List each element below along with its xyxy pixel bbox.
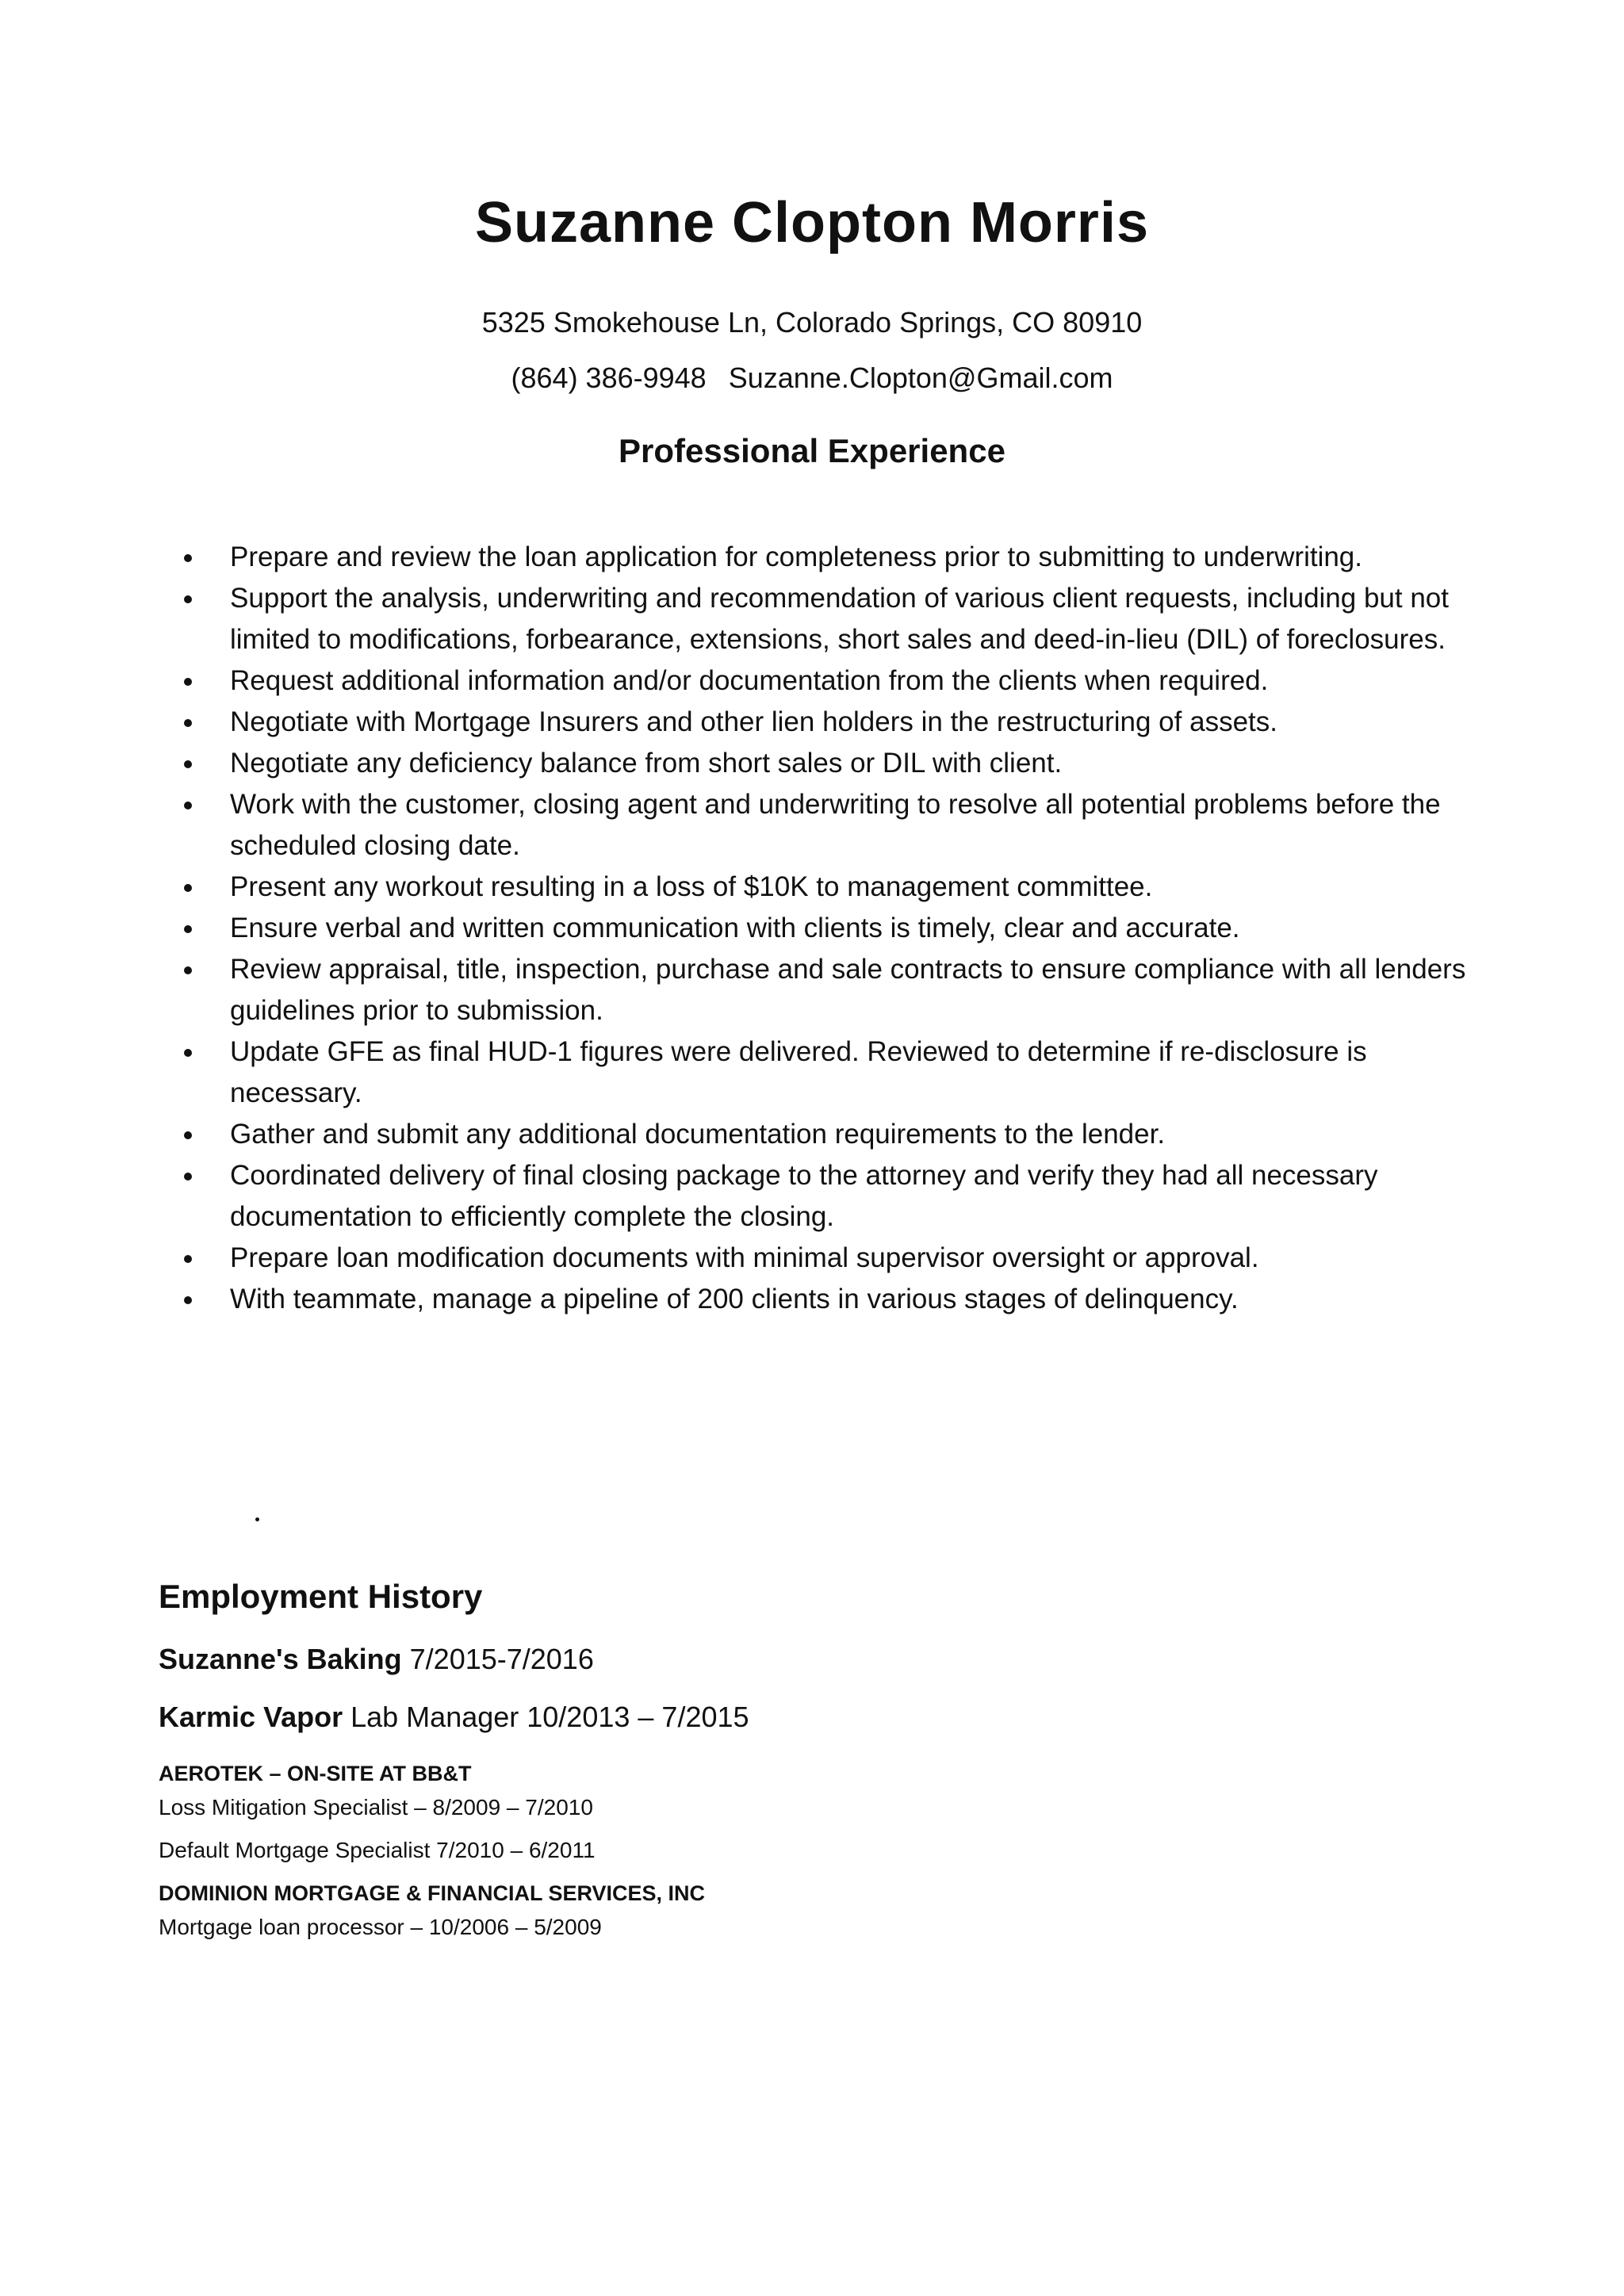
address: 5325 Smokehouse Ln, Colorado Springs, CO 80910	[481, 306, 1143, 339]
list-item	[159, 1238, 1491, 1279]
list-item-text: Negotiate any deficiency balance from short sales or DIL with client.	[230, 748, 1063, 779]
list-item-text: Ensure verbal and written communication with clients is timely, clear and accurate.	[230, 913, 1240, 943]
list-item-text: Gather and submit any additional documentation requirements to the lender.	[230, 1119, 1166, 1150]
employment-heading: Employment History	[159, 1578, 483, 1615]
list-item	[159, 1114, 1491, 1155]
employer-heading-aerotek: AEROTEK – ON-SITE AT BB&T	[159, 1762, 472, 1785]
bullet-icon	[184, 1131, 192, 1139]
bullet-icon	[184, 595, 192, 603]
bullet-icon	[184, 1296, 192, 1304]
list-item-text: Negotiate with Mortgage Insurers and other lien holders in the restructuring of assets.	[230, 706, 1277, 737]
bullet-icon	[184, 760, 192, 768]
list-item-text: Coordinated delivery of final closing package to the attorney and verify they had all necessary documentation to efficiently complete the closing.	[230, 1160, 1378, 1232]
list-item	[159, 1279, 1491, 1320]
list-item	[159, 660, 1491, 702]
list-item-text: Prepare loan modification documents with minimal supervisor oversight or approval.	[230, 1242, 1259, 1273]
list-item	[159, 743, 1491, 784]
list-item	[159, 867, 1491, 908]
bullet-icon	[184, 884, 192, 892]
list-item-text: Present any workout resulting in a loss of $10K to management committee.	[230, 871, 1153, 902]
email-address: Suzanne.Clopton@Gmail.com	[728, 362, 1113, 394]
list-item	[159, 908, 1491, 949]
phone-number: (864) 386-9948	[511, 362, 707, 394]
list-item-text: Work with the customer, closing agent and underwriting to resolve all potential problems before the scheduled closing date.	[230, 789, 1441, 861]
list-item	[159, 537, 1491, 578]
bullet-icon	[184, 678, 192, 686]
list-item-text: With teammate, manage a pipeline of 200 clients in various stages of delinquency.	[230, 1284, 1239, 1314]
bullet-icon	[184, 1049, 192, 1057]
list-item-text: Update GFE as final HUD-1 figures were delivered. Reviewed to determine if re-disclosure is necessary.	[230, 1036, 1367, 1108]
bullet-icon	[184, 966, 192, 974]
experience-heading: Professional Experience	[619, 432, 1005, 469]
list-item-text: Request additional information and/or documentation from the clients when required.	[230, 665, 1269, 696]
list-item-text: Support the analysis, underwriting and recommendation of various client requests, including but not limited to modifications, forbearance, extensions, short sales and deed-in-lieu (DIL) of foreclosures.	[230, 583, 1449, 655]
bullet-icon	[184, 925, 192, 933]
employer-heading-dominion: DOMINION MORTGAGE & FINANCIAL SERVICES, INC	[159, 1881, 706, 1905]
bullet-icon	[184, 802, 192, 809]
company-name: Suzanne's Baking	[159, 1643, 402, 1675]
list-item	[159, 1031, 1491, 1114]
stray-dot-mark	[255, 1517, 259, 1521]
role-loan-processor: Mortgage loan processor – 10/2006 – 5/2009	[159, 1915, 602, 1939]
candidate-name: Suzanne Clopton Morris	[475, 191, 1149, 254]
company-name: Karmic Vapor	[159, 1701, 343, 1733]
role-default-mortgage: Default Mortgage Specialist 7/2010 – 6/2011	[159, 1838, 596, 1862]
list-item	[159, 702, 1491, 743]
experience-list	[159, 537, 1491, 1320]
employment-entry-baking	[159, 1643, 594, 1676]
job-detail: Lab Manager 10/2013 – 7/2015	[343, 1701, 749, 1733]
list-item	[159, 1155, 1491, 1238]
bullet-icon	[184, 554, 192, 562]
bullet-icon	[184, 1255, 192, 1263]
employment-entry-vapor	[159, 1701, 749, 1734]
list-item-text: Prepare and review the loan application for completeness prior to submitting to underwriting.	[230, 541, 1362, 572]
role-loss-mitigation: Loss Mitigation Specialist – 8/2009 – 7/2010	[159, 1795, 593, 1820]
contact-line	[0, 362, 1624, 395]
bullet-icon	[184, 1173, 192, 1181]
list-item	[159, 578, 1491, 660]
job-detail: 7/2015-7/2016	[401, 1643, 594, 1675]
list-item-text: Review appraisal, title, inspection, purchase and sale contracts to ensure compliance with all lenders guidelines prior to submission.	[230, 954, 1466, 1026]
bullet-icon	[184, 719, 192, 727]
list-item	[159, 949, 1491, 1031]
list-item	[159, 784, 1491, 867]
